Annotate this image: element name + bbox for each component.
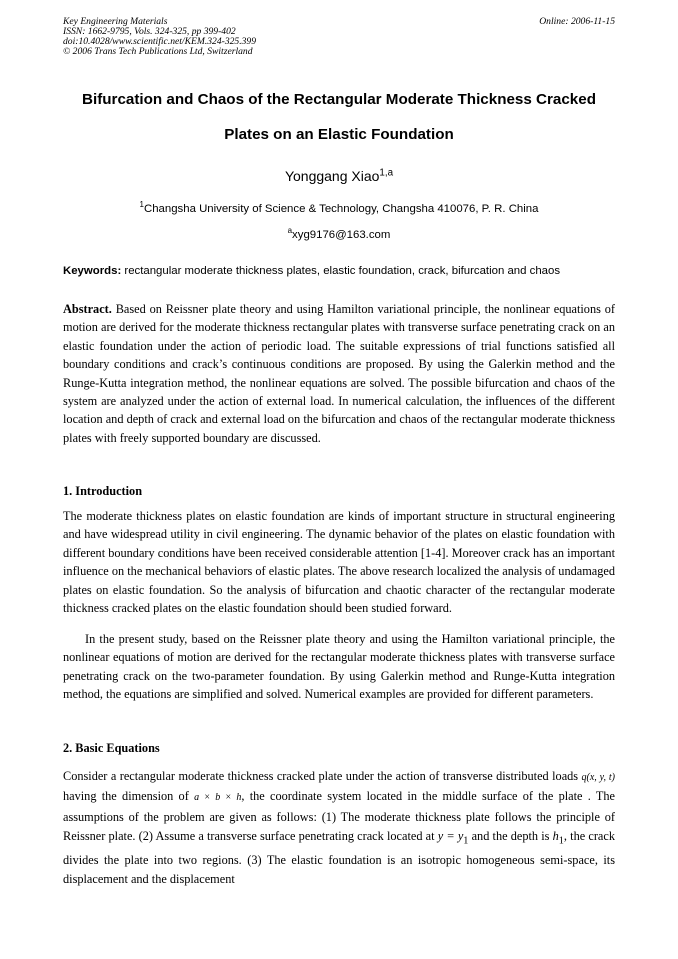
email-line	[0, 226, 678, 241]
issn-line: ISSN: 1662-9795, Vols. 324-325, pp 399-402	[63, 26, 236, 37]
email-superscript: a	[287, 226, 293, 236]
author-line	[0, 168, 678, 184]
basic-text-2: having the dimension of	[63, 789, 195, 804]
math-dimensions: a × b × h	[194, 792, 242, 804]
citation-block	[63, 17, 615, 57]
affiliation-line	[0, 200, 678, 215]
keywords-text: rectangular moderate thickness plates, elastic foundation, crack, bifurcation and chaos	[121, 265, 561, 277]
basic-text-5: , the crack divides the plate into two regions. (3) The elastic foundation is an isotropic homogeneous semi-space, its displacement and the displacement	[63, 828, 615, 886]
basic-text-3: , the coordinate system located in the middle surface of the plate . The assumptions of the problem are given as follows: (1) The moderate thickness plate follows the principle of Reissner plate. (2) Assume a transverse surface penetrating crack located at	[63, 789, 615, 843]
affiliation-superscript: 1	[139, 200, 144, 210]
introduction-paragraph-1: The moderate thickness plates on elastic foundation are kinds of important structure in structural engineering and have widespread utility in civil engineering. The dynamic behavior of the plates on elastic foundation with different boundary conditions have been received considerable attention [1-4]. Moreover crack has an important influence on the mechanical behaviors of elastic plates. The above research localized the analysis of undamaged plates on elastic foundation. So the analysis of bifurcation and chaotic character of the rectangular moderate thickness cracked plates on the elastic foundation should been studied forward.	[63, 509, 615, 616]
paper-title-line-1: Bifurcation and Chaos of the Rectangular Moderate Thickness Cracked	[82, 91, 596, 108]
math-crack-depth-subscript: 1	[558, 835, 564, 847]
doi-line: doi:10.4028/www.scientific.net/KEM.324-325.399	[63, 36, 257, 47]
math-crack-depth: h	[552, 828, 559, 843]
affiliation-text: Changsha University of Science & Technology, Changsha 410076, P. R. China	[143, 203, 539, 215]
math-load-function: q(x, y, t)	[581, 772, 616, 783]
introduction-paragraph-2: In the present study, based on the Reissner plate theory and using the Hamilton variational principle, the nonlinear equations of motion are derived for the rectangular moderate thickness plates with transverse surface penetrating crack on the two-parameter foundation. By using Galerkin method and Runge-Kutta integration method, the equations are simplified and solved. Numerical examples are provided for different parameters.	[63, 632, 615, 702]
section-heading-basic-equations: 2. Basic Equations	[63, 741, 160, 755]
email-link[interactable]: xyg9176@163.com	[292, 229, 391, 241]
copyright-line: © 2006 Trans Tech Publications Ltd, Switzerland	[63, 46, 253, 57]
author-name: Yonggang Xiao	[284, 168, 380, 184]
abstract-label: Abstract.	[63, 302, 112, 316]
running-header	[63, 17, 615, 57]
keywords-line	[63, 265, 623, 277]
keywords-label: Keywords:	[63, 265, 122, 277]
abstract-paragraph	[63, 300, 615, 447]
online-date: Online: 2006-11-15	[539, 16, 615, 27]
section-heading-introduction: 1. Introduction	[63, 484, 143, 498]
basic-equations-paragraph	[63, 767, 615, 889]
math-crack-location: y = y	[437, 828, 464, 843]
basic-text-4: and the depth is	[468, 828, 553, 843]
author-superscript: 1,a	[379, 167, 394, 179]
basic-text-1: Consider a rectangular moderate thickness cracked plate under the action of transverse distributed loads	[63, 769, 582, 783]
journal-name: Key Engineering Materials	[63, 16, 168, 27]
math-crack-location-subscript: 1	[463, 835, 469, 847]
abstract-text: Based on Reissner plate theory and using Hamilton variational principle, the nonlinear equations of motion are derived for the moderate thickness rectangular plates with transverse surface penetrating crack on an elastic foundation under the action of periodic load. The suitable expressions of trial functions satisfied all boundary conditions and crack’s continuous conditions are proposed. By using the Galerkin method and the Runge-Kutta integration method, the nonlinear equations are solved. The possible bifurcation and chaos of the system are analyzed under the action of external load. In numerical calculation, the influences of the different location and depth of crack and external load on the bifurcation and chaos of the rectangular moderate thickness plates with freely supported boundary are discussed.	[63, 302, 615, 445]
paper-title-line-2: Plates on an Elastic Foundation	[224, 126, 454, 143]
